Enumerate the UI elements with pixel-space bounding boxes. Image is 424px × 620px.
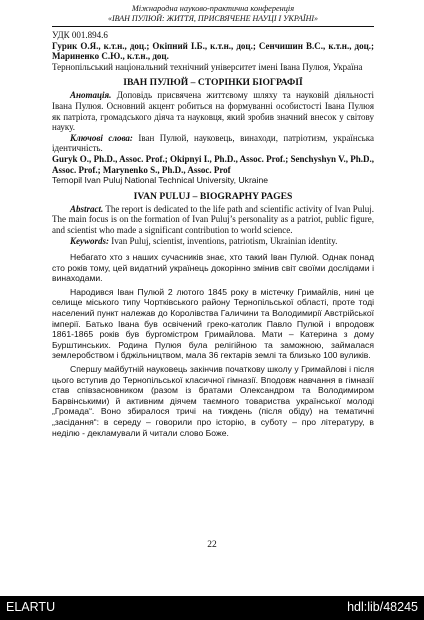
conference-title: «ІВАН ПУЛЮЙ: ЖИТТЯ, ПРИСВЯЧЕНЕ НАУЦІ І УКРАЇНІ» [107, 14, 319, 23]
annotation-ua [52, 90, 374, 132]
body-paragraph-3: Спершу майбутній науковець закінчив початкову школу у Гримайлові і після цього вступив до Тернопільської класичної гімназії. Вподовж навчання в гімназії став співзасновником (разом із братами Олександром та Володимиром Барвінськими) й активним діячем таємного товариства української молоді „Громада“. Воно збиралося тричі на тиждень (після обіду) на тематичні „засідання“: в середу – говорили про історію, в суботу – про літературу, в неділю - декламували й читали слово Боже. [52, 364, 374, 438]
conference-header [52, 4, 374, 24]
keywords-en-text: Ivan Puluj, scientist, inventions, patriotism, Ukrainian identity. [109, 235, 338, 246]
abstract-en [52, 204, 374, 236]
authors-en: Guryk O., Ph.D., Assoc. Prof.; Okipnyi I., Ph.D., Assoc. Prof.; Senchyshyn V., Ph.D., Assoc. Prof.; Marynenko S., Ph.D., Assoc. Prof [52, 153, 374, 175]
body-paragraph-2: Народився Іван Пулюй 2 лютого 1845 року в містечку Гримайлів, нині це селище міського типу Чортківського району Тернопільської області, проте тоді населений пункт належав до Королівства Галичини та Володимирії Австрійської імперії. Батько Івана був освічений греко-католик Павло Пулюй і впродовж 1861-1865 років був бургомістром Гримайлова. Мати – Катерина з дому Бурштинських. Родина Пулюя була релігійною та заможною, займалася землеробством і бджільництвом, мала 36 гектарів землі та близько 100 вуликів. [52, 286, 374, 361]
keywords-ua-label: Ключові слова: [70, 132, 133, 143]
title-en: IVAN PULUJ – BIOGRAPHY PAGES [133, 190, 293, 202]
keywords-en [52, 236, 374, 247]
page-number: 22 [207, 540, 217, 550]
conference-name: Міжнародна науково-практична конференція [131, 4, 295, 13]
title-ua: ІВАН ПУЛЮЙ – СТОРІНКИ БІОГРАФІЇ [123, 77, 303, 89]
abstract-label: Abstract. [70, 203, 104, 214]
body-paragraph-1: Небагато хто з наших сучасників знає, хто такий Іван Пулюй. Однак понад сто років тому, цей видатний українець докорінно змінив світ своїми дослідами і винаходами. [52, 252, 374, 284]
header-rule [52, 26, 374, 27]
footer-bar [0, 596, 424, 620]
keywords-ua [52, 133, 374, 154]
keywords-ua-text: Іван Пулюй, науковець, винаходи, патріотизм, українська ідентичність. [52, 132, 374, 154]
abstract-text: The report is dedicated to the life path and scientific activity of Ivan Puluj. The main focus is on the formation of Ivan Puluj’s personality as a patriot, public figure, and scientist who made a significant contribution to world science. [52, 203, 374, 235]
affiliation-ua: Тернопільський національний технічний університет імені Івана Пулюя, Україна [52, 61, 363, 72]
annotation-label: Анотація. [70, 90, 112, 101]
affiliation-en: Ternopil Ivan Puluj National Technical University, Ukraine [52, 175, 269, 186]
footer-handle: hdl:lib/48245 [347, 600, 418, 614]
annotation-text: Доповідь присвячена життєвому шляху та науковій діяльності Івана Пулюя. Основний акцент робиться на формуванні особистості Івана Пулюя як патріота, громадського діяча та науковця, який зробив значний внесок у світову науку. [52, 90, 374, 133]
authors-ua: Гурик О.Я., к.т.н., доц.; Окіпний І.Б., к.т.н., доц.; Сенчишин В.С., к.т.н., доц.; Мариненко С.Ю., к.т.н., доц. [52, 40, 374, 62]
keywords-en-label: Keywords: [70, 235, 109, 246]
page-content [52, 4, 374, 438]
footer-repository: ELARTU [6, 600, 56, 614]
udc-code: УДК 001.894.6 [52, 30, 108, 40]
